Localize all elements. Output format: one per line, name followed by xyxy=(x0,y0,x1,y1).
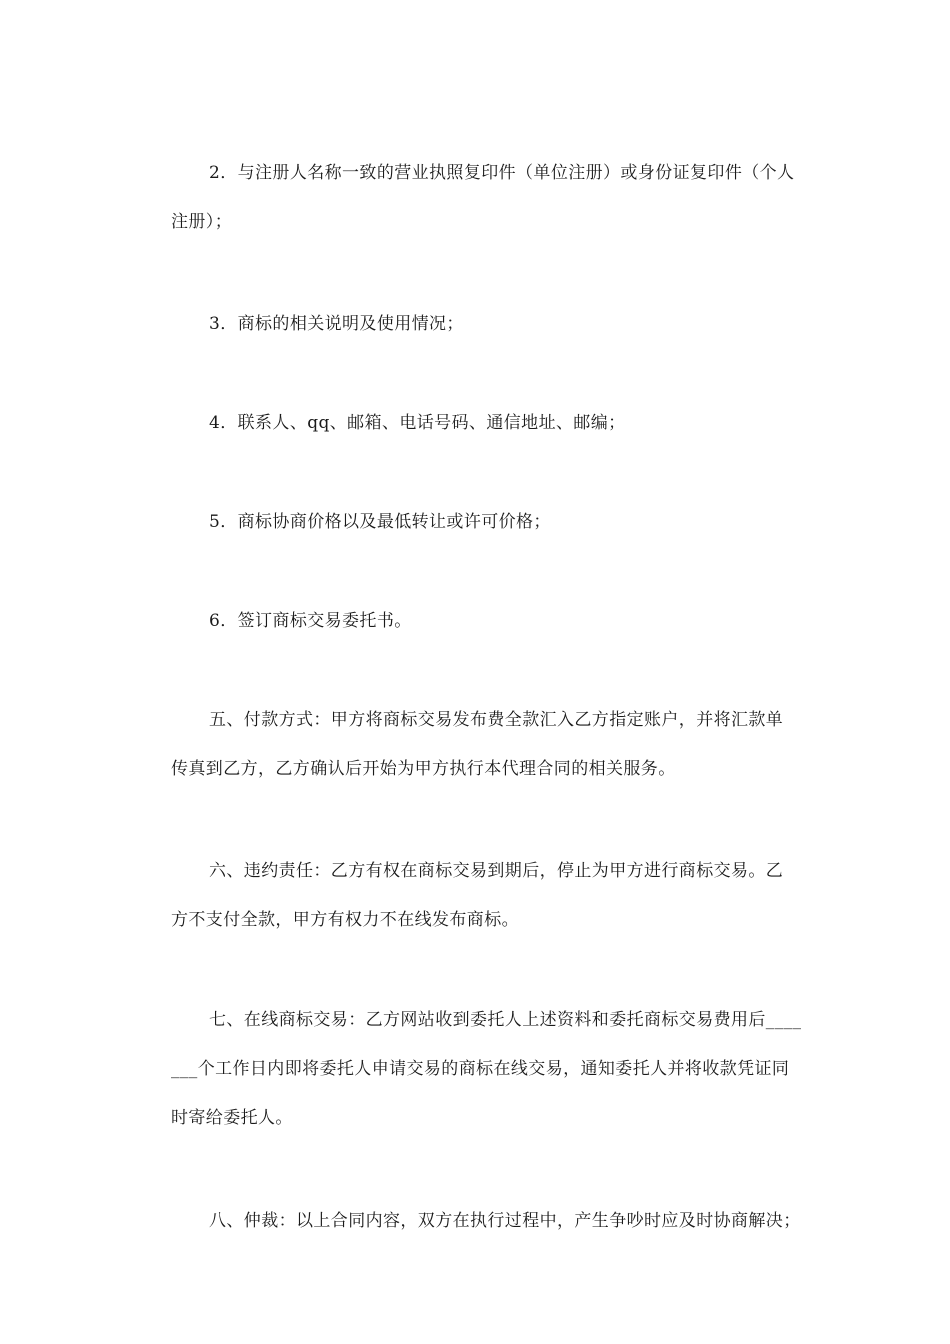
text-line: 方不支付全款，甲方有权力不在线发布商标。 xyxy=(171,910,519,930)
text-line: 五、付款方式：甲方将商标交易发布费全款汇入乙方指定账户，并将汇款单 xyxy=(209,710,784,730)
text-line: 6．签订商标交易委托书。 xyxy=(209,611,412,631)
text-line: 八、仲裁：以上合同内容，双方在执行过程中，产生争吵时应及时协商解决； xyxy=(209,1211,801,1231)
list-item-5 xyxy=(133,498,823,547)
list-item-6 xyxy=(133,597,823,646)
clause-online-trade xyxy=(133,996,823,1143)
text-line: 注册）； xyxy=(171,212,233,232)
text-line: 时寄给委托人。 xyxy=(171,1108,293,1128)
text-line: 3．商标的相关说明及使用情况； xyxy=(209,314,464,334)
list-item-2 xyxy=(133,149,823,247)
text-line: 七、在线商标交易：乙方网站收到委托人上述资料和委托商标交易费用后____ xyxy=(209,1010,802,1030)
clause-payment xyxy=(133,696,823,794)
clause-liability xyxy=(133,847,823,945)
text-line: 2．与注册人名称一致的营业执照复印件（单位注册）或身份证复印件（个人 xyxy=(209,163,795,183)
text-line: 4．联系人、qq、邮箱、电话号码、通信地址、邮编； xyxy=(209,413,626,433)
text-line: 六、违约责任：乙方有权在商标交易到期后，停止为甲方进行商标交易。乙 xyxy=(209,861,784,881)
text-line: ___个工作日内即将委托人申请交易的商标在线交易，通知委托人并将收款凭证同 xyxy=(171,1059,790,1079)
text-line: 5．商标协商价格以及最低转让或许可价格； xyxy=(209,512,551,532)
clause-arbitration xyxy=(133,1197,823,1246)
list-item-3 xyxy=(133,300,823,349)
text-line: 传真到乙方，乙方确认后开始为甲方执行本代理合同的相关服务。 xyxy=(171,759,676,779)
list-item-4 xyxy=(133,399,823,448)
